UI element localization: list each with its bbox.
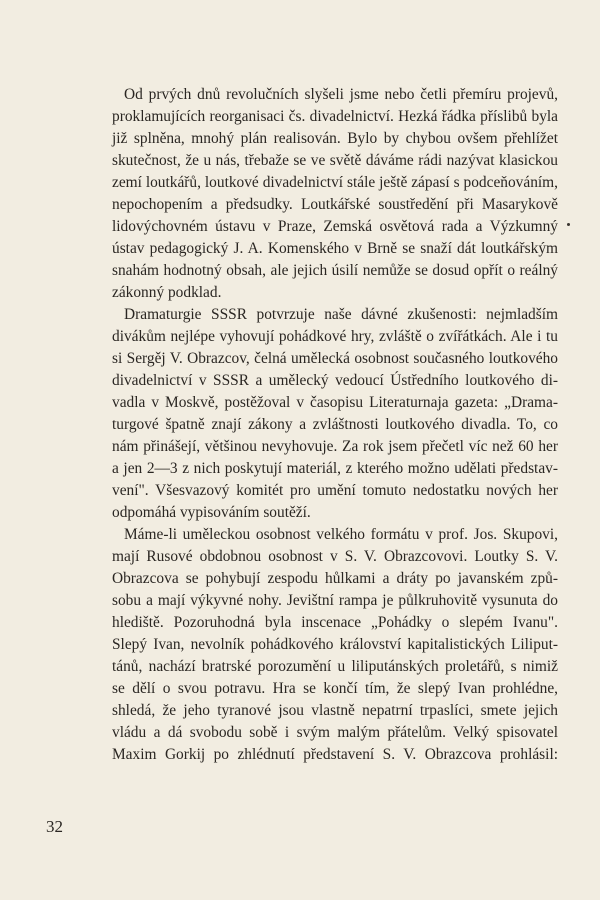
text-line: si Sergěj V. Obrazcov, čelná umělecká osobnost současného loutkového [112, 350, 558, 367]
text-line: divadelnictví v SSSR a umělecký vedoucí Ústředního loutkového di- [112, 372, 558, 389]
text-line: snahám hodnotný obsah, ale jejich úsilí nemůže se dosud opřít o reálný [112, 262, 558, 279]
text-line: divákům nejlépe vyhovují pohádkové hry, zvláště o zvířátkách. Ale i tu [112, 328, 558, 345]
text-line: proklamujících reorganisaci čs. divadelnictví. Hezká řádka příslibů byla [112, 108, 558, 125]
paragraph-2 [112, 304, 558, 524]
text-line: odpomáhá vypisováním soutěží. [112, 504, 311, 521]
text-line: zákonný podklad. [112, 284, 222, 301]
text-line: zemí loutkářů, loutkové divadelnictví stále ještě zápasí s podceňováním, [112, 174, 558, 191]
text-line: sobu a mají výkyvné nohy. Jevištní rampa je půlkruhovitě vysunuta do [112, 592, 558, 609]
text-line: shledá, že jeho tyranové jsou vlastně nepatrní trpaslíci, smete jejich [112, 702, 558, 719]
page-number: 32 [46, 817, 63, 836]
text-line: se dělí o svou potravu. Hra se končí tím, že slepý Ivan prohlédne, [112, 680, 558, 697]
text-line: lidovýchovném ústavu v Praze, Zemská osvětová rada a Výzkumný [112, 218, 558, 235]
body-text [112, 84, 558, 766]
text-line: vadla v Moskvě, postěžoval v časopisu Literaturnaja gazeta: „Drama- [112, 394, 558, 411]
text-line: Máme-li uměleckou osobnost velkého formátu v prof. Jos. Skupovi, [124, 526, 558, 543]
text-line: Dramaturgie SSSR potvrzuje naše dávné zkušenosti: nejmladším [124, 306, 558, 323]
text-line: již splněna, mnohý plán realisován. Bylo by chybou ovšem přehlížet [112, 130, 558, 147]
text-line: turgové špatně znají zákony a zvláštnosti loutkového divadla. To, co [112, 416, 558, 433]
paragraph-1 [112, 84, 558, 304]
text-line: vení". Všesvazový komitét pro umění tomuto nedostatku nových her [112, 482, 558, 499]
text-line: hlediště. Pozoruhodná byla inscenace „Pohádky o slepém Ivanu". [112, 614, 558, 631]
text-line: a jen 2—3 z nich poskytují materiál, z kterého možno udělati představ- [112, 460, 558, 477]
text-line: tánů, nachází bratrské porozumění u liliputánských proletářů, s nimiž [112, 658, 558, 675]
text-line: ústav pedagogický J. A. Komenského v Brně se snaží dát loutkářským [112, 240, 558, 257]
paragraph-3 [112, 524, 558, 766]
text-line: Maxim Gorkij po zhlédnutí představení S. V. Obrazcova prohlásil: [112, 746, 558, 763]
text-line: Od prvých dnů revolučních slyšeli jsme nebo četli přemíru projevů, [124, 86, 558, 103]
text-line: nám přinášejí, většinou nevyhovuje. Za rok jsem přečetl víc než 60 her [112, 438, 558, 455]
margin-dot [567, 223, 570, 226]
text-line: Obrazcova se pohybují zespodu hůlkami a dráty po javanském způ- [112, 570, 558, 587]
text-line: skutečnost, že u nás, třebaže se ve světě dáváme rádi nazývat klasickou [112, 152, 558, 169]
text-line: mají Rusové obdobnou osobnost v S. V. Obrazcovovi. Loutky S. V. [112, 548, 558, 565]
text-line: nepochopením a předsudky. Loutkářské soustředění při Masarykově [112, 196, 558, 213]
text-line: Slepý Ivan, nevolník pohádkového království kapitalistických Liliput- [112, 636, 558, 653]
text-line: vládu a dá svobodu sobě i svým malým přátelům. Velký spisovatel [112, 724, 558, 741]
